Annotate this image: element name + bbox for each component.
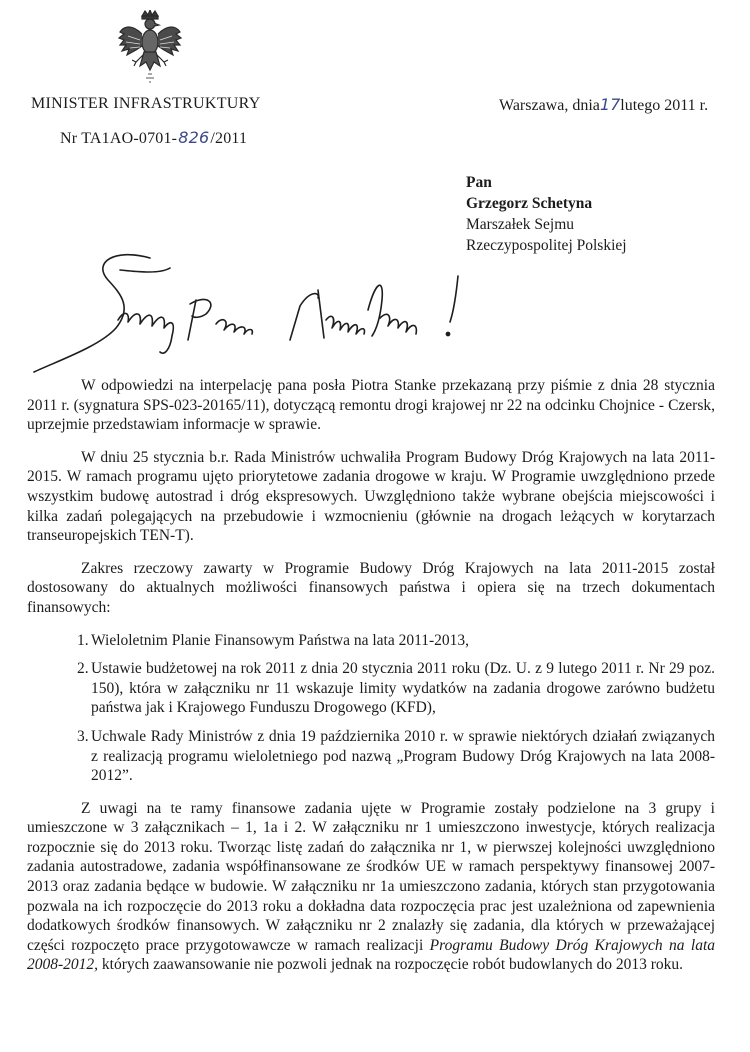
reference-suffix: /2011 xyxy=(210,130,248,147)
paragraph-4-program-title: Programu Budowy Dróg Krajowych na lata 2008-2012, xyxy=(27,936,716,974)
addressee-block xyxy=(466,172,627,256)
paragraph-4 xyxy=(27,799,715,975)
list-item-text: Ustawie budżetowej na rok 2011 z dnia 20 stycznia 2011 roku (Dz. U. z 9 lutego 2011 r. Nr 29 poz. 150), która w załączniku nr 11 wskazuje limity wydatków na zadania drogowe zarówno budżetu państwa jak i Krajowego Funduszu Drogowego (KFD), xyxy=(91,660,715,717)
date-prefix: Warszawa, dnia xyxy=(499,97,600,114)
addressee-title-line1: Marszałek Sejmu xyxy=(466,216,575,233)
paragraph-3: Zakres rzeczowy zawarty w Programie Budowy Dróg Krajowych na lata 2011-2015 został dostosowany do aktualnych możliwości finansowych państwa i opiera się na trzech dokumentach finansowych: xyxy=(27,559,715,616)
reference-prefix: Nr TA1AO-0701- xyxy=(60,130,178,147)
list-item-number: 1. xyxy=(77,631,89,649)
paragraph-4-text-b: których zaawansowanie nie pozwoli jednak na rozpoczęcie robót budowlanych do 2013 roku. xyxy=(98,956,683,974)
list-item xyxy=(27,727,715,786)
paragraph-1: W odpowiedzi na interpelację pana posła Piotra Stanke przekazaną przy piśmie z dnia 28 stycznia 2011 r. (sygnatura SPS-023-20165/11), dotyczącą remontu drogi krajowej nr 22 na odcinku Chojnice - Czersk, uprzejmie przedstawiam informacje w sprawie. xyxy=(27,377,715,434)
addressee-title-line2: Rzeczypospolitej Polskiej xyxy=(466,237,627,254)
letter-body xyxy=(27,376,715,988)
list-item-text: Wieloletnim Planie Finansowym Państwa na lata 2011-2013, xyxy=(91,631,470,649)
financial-documents-list xyxy=(27,631,715,786)
list-item xyxy=(27,631,715,651)
letter-date xyxy=(499,95,708,115)
paragraph-2: W dniu 25 stycznia b.r. Rada Ministrów uchwaliła Program Budowy Dróg Krajowych na lata 2011-2015. W ramach programu ujęto priorytetowe zadania drogowe w kraju. W Programie uwzględniono przede wszystkim budowę autostrad i dróg ekspresowych. Uwzględniono także wybrane obejścia miejscowości i kilka zadań polegających na przebudowie i wzmocnieniu (głównie na drogach leżących w korytarzach transeuropejskich TEN-T). xyxy=(27,448,715,545)
ministry-name: MINISTER INFRASTRUKTURY xyxy=(31,95,261,112)
paragraph-4-text-a: Z uwagi na te ramy finansowe zadania ujęte w Programie zostały podzielone na 3 grupy i umieszczone w 3 załącznikach – 1, 1a i 2. W załączniku nr 1 umieszczono inwestycje, których realizacja rozpocznie się do 2013 roku. Tworząc listę zadań do załącznika nr 1, w pierwszej kolejności uwzględniono zadania autostradowe, zadania współfinansowane ze środków UE w ramach perspektywy finansowej 2007-2013 oraz zadania będące w budowie. W załączniku nr 1a umieszczono zadania, których stan przygotowania pozwala na ich rozpoczęcie do 2013 roku a dokładna data rozpoczęcia prac jest uzależniona od zapewnienia dodatkowych środków finansowych. W załączniku nr 2 znalazły się zadania, dla których w przeważającej części rozpoczęto prace przygotowawcze w ramach realizacji xyxy=(27,799,715,954)
list-item-number: 2. xyxy=(77,660,89,678)
addressee-name: Grzegorz Schetyna xyxy=(466,195,593,212)
reference-handwritten-number: 826 xyxy=(178,128,210,147)
list-item-number: 3. xyxy=(77,727,89,745)
handwritten-signature-icon xyxy=(20,240,490,375)
list-item xyxy=(27,659,715,718)
reference-number xyxy=(60,128,247,148)
addressee-salutation: Pan xyxy=(466,174,492,191)
date-suffix: lutego 2011 r. xyxy=(620,97,709,114)
list-item-text: Uchwale Rady Ministrów z dnia 19 października 2010 r. w sprawie niektórych działań związanych z realizacją programu wieloletniego pod nazwą „Program Budowy Dróg Krajowych na lata 2008-2012”. xyxy=(91,727,715,785)
date-handwritten-day: 17 xyxy=(599,95,621,114)
polish-eagle-emblem-icon xyxy=(118,10,182,84)
